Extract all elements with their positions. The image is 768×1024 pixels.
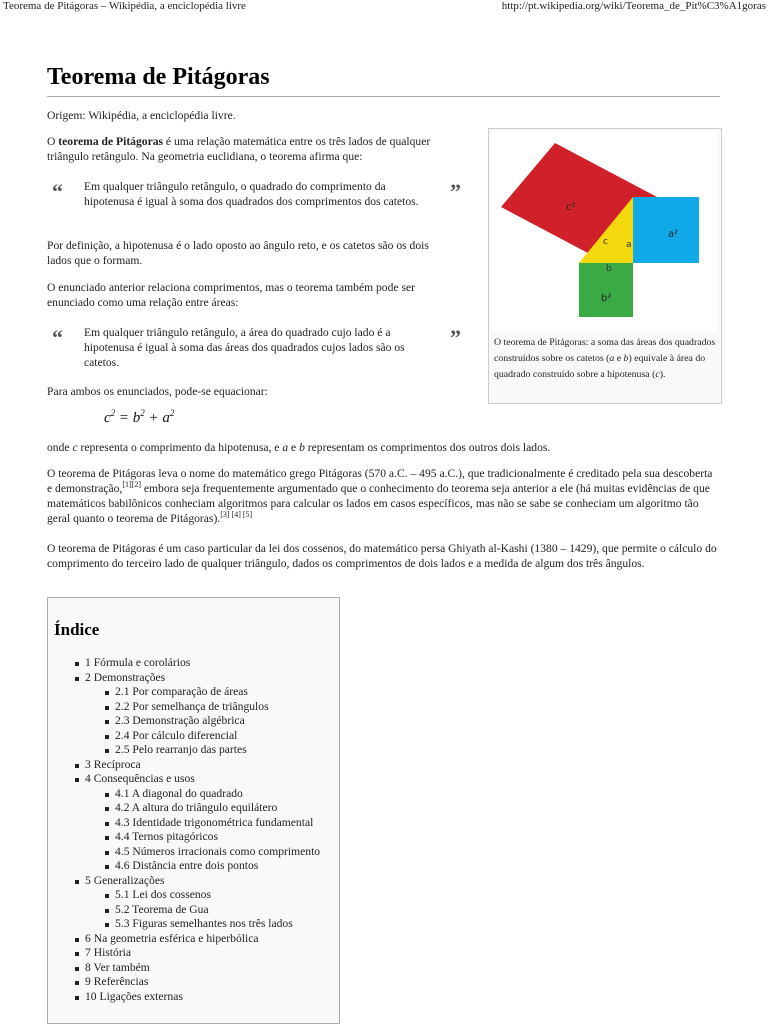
toc-item[interactable]: 2.4 Por cálculo diferencial: [48, 729, 339, 744]
label-a2: a²: [668, 229, 679, 240]
theorem-bold: teorema de Pitágoras: [58, 135, 164, 148]
table-of-contents: [47, 597, 340, 1024]
quote-text: Em qualquer triângulo retângulo, o quadrado do comprimento da hipotenusa é igual à soma dos quadrados dos comprimentos dos catetos.: [84, 180, 419, 208]
blockquote-lengths: [52, 179, 470, 209]
label-b: b: [606, 264, 612, 274]
pythagoras-diagram: [491, 131, 717, 331]
figure-caption: O teorema de Pitágoras: a soma das áreas dos quadrados construídos sobre os catetos (a e b) equivale à área do quadrado construído sobre a hipotenusa (c).: [494, 337, 716, 380]
figure-thumbnail: [488, 128, 722, 404]
page-url[interactable]: http://pt.wikipedia.org/wiki/Teorema_de_Pit%C3%A1goras: [501, 0, 766, 12]
toc-item[interactable]: 4 Consequências e usos: [48, 772, 339, 787]
title-divider: [47, 96, 720, 97]
where-paragraph: onde c representa o comprimento da hipotenusa, e a e b representam os comprimentos dos outros dois lados.: [47, 441, 551, 454]
toc-item[interactable]: 2.2 Por semelhança de triângulos: [48, 700, 339, 715]
pythagorean-formula: $c^2 = b^2 + a^2$: [104, 408, 175, 426]
toc-item[interactable]: 1 Fórmula e corolários: [48, 656, 339, 671]
open-quote-icon: “: [52, 325, 63, 350]
reference-link[interactable]: [3] [4] [5]: [220, 510, 253, 520]
definition-paragraph: Por definição, a hipotenusa é o lado oposto ao ângulo reto, e os catetos são os dois lados que o formam.: [47, 239, 429, 267]
label-c2: c²: [566, 202, 576, 213]
areas-paragraph: O enunciado anterior relaciona comprimentos, mas o teorema também pode ser enunciado como uma relação entre áreas:: [47, 281, 415, 309]
toc-item[interactable]: 3 Recíproca: [48, 758, 339, 773]
toc-item[interactable]: 7 História: [48, 946, 339, 961]
toc-item[interactable]: 4.1 A diagonal do quadrado: [48, 787, 339, 802]
toc-item[interactable]: 9 Referências: [48, 975, 339, 990]
label-c: c: [603, 237, 608, 247]
blockquote-areas: [52, 325, 470, 370]
equation-intro: Para ambos os enunciados, pode-se equacionar:: [47, 385, 268, 398]
figure-image[interactable]: [491, 131, 717, 331]
label-a: a: [626, 240, 632, 250]
article-title: Teorema de Pitágoras: [47, 64, 270, 90]
intro-paragraph: O teorema de Pitágoras é uma relação matemática entre os três lados de qualquer triângulo retângulo. Na geometria euclidiana, o teorema afirma que:: [47, 135, 431, 163]
toc-item[interactable]: 2 Demonstrações: [48, 671, 339, 686]
label-b2: b²: [601, 293, 612, 304]
toc-item[interactable]: 2.5 Pelo rearranjo das partes: [48, 743, 339, 758]
cathetus-a-square: [633, 197, 699, 263]
toc-item[interactable]: 4.3 Identidade trigonométrica fundamental: [48, 816, 339, 831]
open-quote-icon: “: [52, 179, 63, 204]
toc-item[interactable]: 2.1 Por comparação de áreas: [48, 685, 339, 700]
toc-list: [48, 656, 339, 1004]
toc-item[interactable]: 2.3 Demonstração algébrica: [48, 714, 339, 729]
toc-item[interactable]: 4.5 Números irracionais como comprimento: [48, 845, 339, 860]
toc-item[interactable]: 5 Generalizações: [48, 874, 339, 889]
close-quote-icon: ”: [450, 179, 461, 204]
toc-item[interactable]: 5.3 Figuras semelhantes nos três lados: [48, 917, 339, 932]
toc-item[interactable]: 4.4 Ternos pitagóricos: [48, 830, 339, 845]
toc-item[interactable]: 5.1 Lei dos cossenos: [48, 888, 339, 903]
toc-title: Índice: [54, 620, 100, 639]
reference-link[interactable]: [1][2]: [122, 480, 141, 490]
cosines-paragraph: O teorema de Pitágoras é um caso particular da lei dos cossenos, do matemático persa Ghiyath al-Kashi (1380 – 1429), que permite o cálculo do comprimento do terceiro lado de qualquer triângulo, dados os comprimentos de dois lados e a medida de algum dos três ângulos.: [47, 542, 717, 570]
page-title-header: Teorema de Pitágoras – Wikipédia, a enciclopédia livre: [3, 0, 246, 12]
toc-item[interactable]: 8 Ver também: [48, 961, 339, 976]
toc-item[interactable]: 4.6 Distância entre dois pontos: [48, 859, 339, 874]
toc-item[interactable]: 10 Ligações externas: [48, 990, 339, 1005]
close-quote-icon: ”: [450, 325, 461, 350]
toc-item[interactable]: 4.2 A altura do triângulo equilátero: [48, 801, 339, 816]
toc-item[interactable]: 6 Na geometria esférica e hiperbólica: [48, 932, 339, 947]
history-paragraph: O teorema de Pitágoras leva o nome do matemático grego Pitágoras (570 a.C. – 495 a.C.), que tradicionalmente é creditado pela sua descoberta e demonstração,[1][2] embora seja frequentemente argumentado que o conhecimento do teorema seja anterior a ele (há muitas evidências de que matemáticos babilônicos conheciam algoritmos para calcular os lados em casos específicos, mas não se sabe se conheciam um algoritmo tão geral quanto o teorema de Pitágoras).[3] [4] [5]: [47, 467, 713, 525]
origin-note: Origem: Wikipédia, a enciclopédia livre.: [47, 109, 236, 122]
print-header: [0, 0, 768, 14]
quote-text: Em qualquer triângulo retângulo, a área do quadrado cujo lado é a hipotenusa é igual à soma das áreas dos quadrados cujos lados são os catetos.: [84, 326, 405, 369]
toc-item[interactable]: 5.2 Teorema de Gua: [48, 903, 339, 918]
